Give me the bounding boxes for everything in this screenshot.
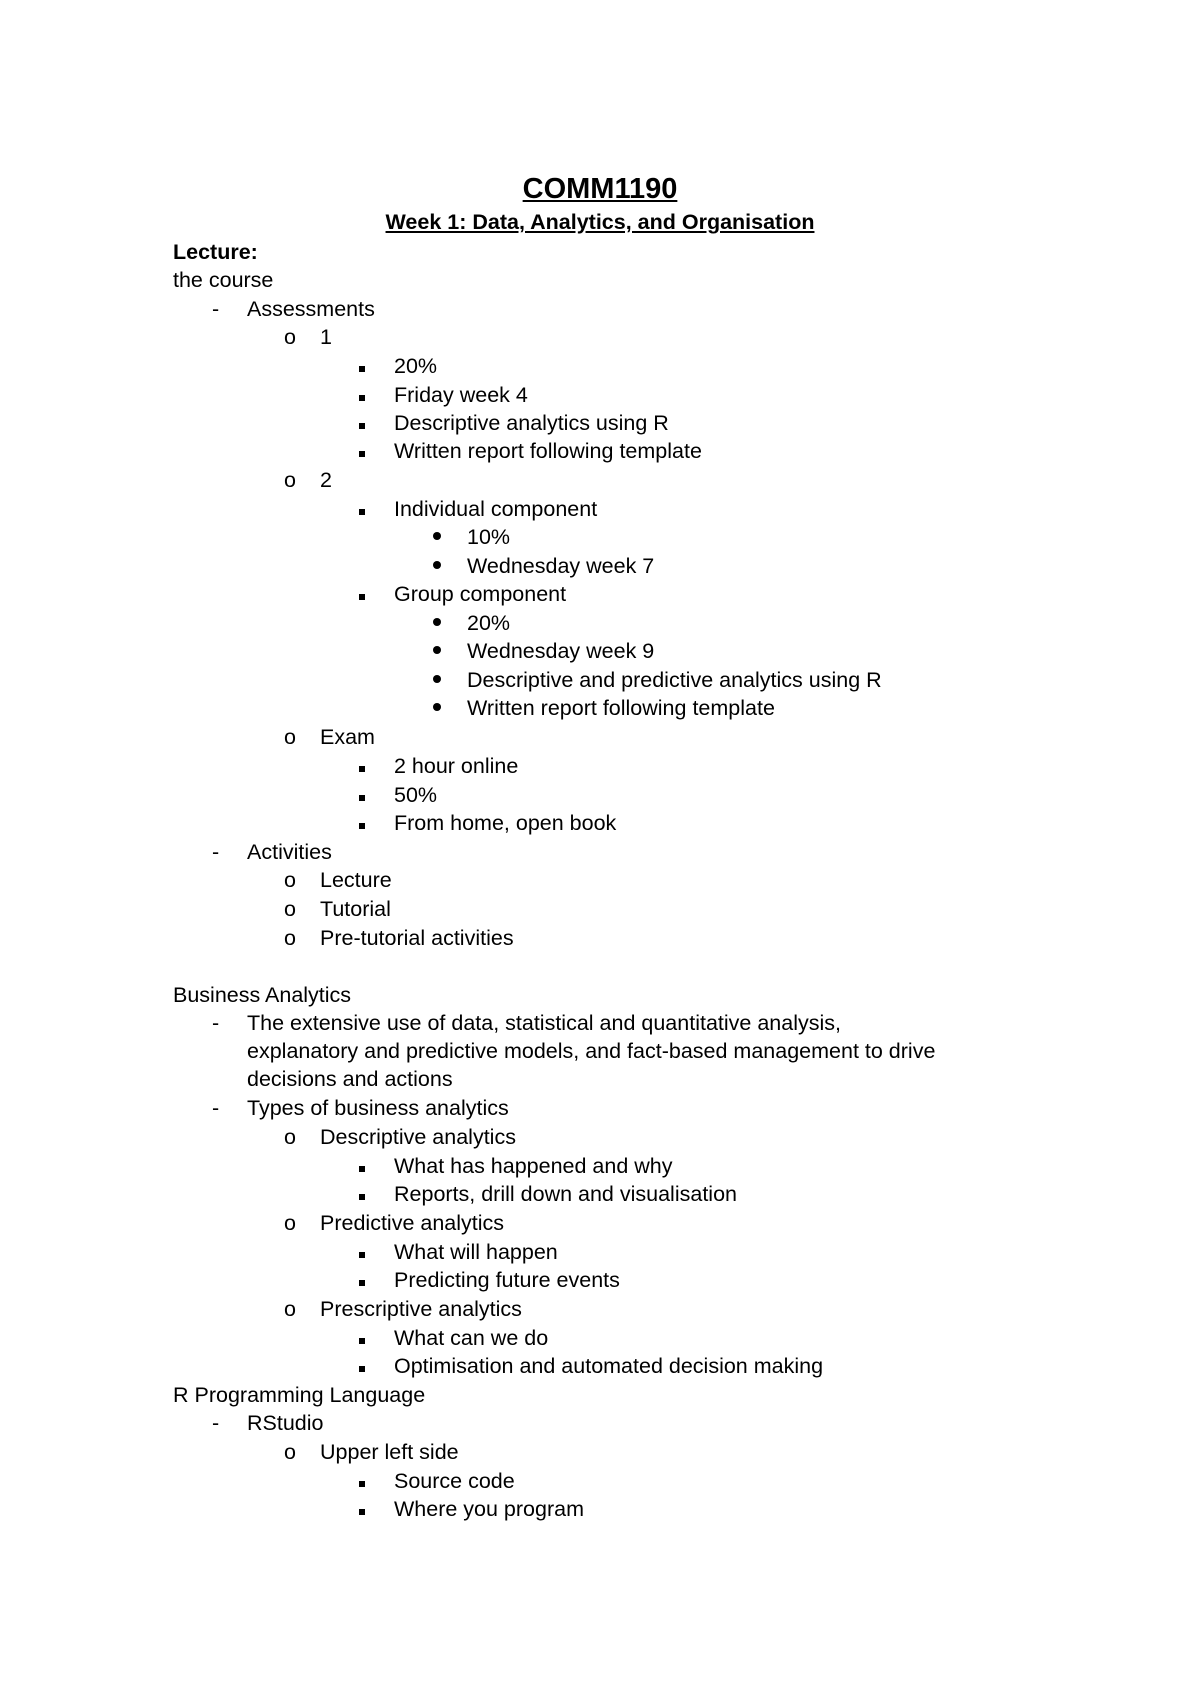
dash-bullet: - (212, 1011, 220, 1035)
dash-bullet: - (212, 1096, 220, 1120)
assessments-label: Assessments (247, 297, 375, 321)
square-bullet (359, 1338, 365, 1344)
r-programming-heading: R Programming Language (173, 1383, 426, 1407)
circle-bullet: o (284, 1297, 296, 1321)
definition-line: decisions and actions (247, 1067, 453, 1091)
circle-bullet: o (284, 725, 296, 749)
round-bullet (433, 561, 441, 569)
definition-line: explanatory and predictive models, and fact-based management to drive (247, 1039, 936, 1063)
square-bullet (359, 1252, 365, 1258)
descriptive-label: Descriptive analytics (320, 1125, 516, 1149)
upper-left-label: Upper left side (320, 1440, 459, 1464)
round-bullet (433, 675, 441, 683)
assessment-1-item: 20% (394, 354, 438, 378)
assessment-2-label: 2 (320, 468, 332, 492)
square-bullet (359, 795, 365, 801)
square-bullet (359, 766, 365, 772)
group-component-item: Descriptive and predictive analytics using R (467, 668, 882, 692)
activity-item: Tutorial (320, 897, 391, 921)
individual-component-item: Wednesday week 7 (467, 554, 655, 578)
square-bullet (359, 366, 365, 372)
circle-bullet: o (284, 897, 296, 921)
circle-bullet: o (284, 1440, 296, 1464)
lecture-heading: Lecture: (173, 240, 258, 264)
round-bullet (433, 618, 441, 626)
square-bullet (359, 1166, 365, 1172)
activities-label: Activities (247, 840, 332, 864)
square-bullet (359, 1509, 365, 1515)
group-component-item: Written report following template (467, 696, 775, 720)
assessment-1-label: 1 (320, 325, 332, 349)
round-bullet (433, 532, 441, 540)
group-component-label: Group component (394, 582, 567, 606)
document-subtitle: Week 1: Data, Analytics, and Organisation (385, 210, 815, 234)
descriptive-item: Reports, drill down and visualisation (394, 1182, 737, 1206)
document-title: COMM1190 (522, 173, 678, 205)
exam-item: 50% (394, 783, 438, 807)
square-bullet (359, 451, 365, 457)
square-bullet (359, 594, 365, 600)
square-bullet (359, 1481, 365, 1487)
types-label: Types of business analytics (247, 1096, 509, 1120)
dash-bullet: - (212, 840, 220, 864)
square-bullet (359, 1194, 365, 1200)
activity-item: Lecture (320, 868, 392, 892)
exam-item: 2 hour online (394, 754, 519, 778)
individual-component-item: 10% (467, 525, 511, 549)
round-bullet (433, 646, 441, 654)
assessment-1-item: Written report following template (394, 439, 702, 463)
predictive-item: What will happen (394, 1240, 558, 1264)
prescriptive-item: What can we do (394, 1326, 549, 1350)
circle-bullet: o (284, 1125, 296, 1149)
business-analytics-heading: Business Analytics (173, 983, 352, 1007)
circle-bullet: o (284, 926, 296, 950)
assessment-1-item: Friday week 4 (394, 383, 528, 407)
dash-bullet: - (212, 1411, 220, 1435)
individual-component-label: Individual component (394, 497, 598, 521)
dash-bullet: - (212, 297, 220, 321)
prescriptive-item: Optimisation and automated decision making (394, 1354, 824, 1378)
prescriptive-label: Prescriptive analytics (320, 1297, 522, 1321)
upper-left-item: Where you program (394, 1497, 584, 1521)
assessment-1-item: Descriptive analytics using R (394, 411, 669, 435)
square-bullet (359, 509, 365, 515)
exam-label: Exam (320, 725, 375, 749)
activity-item: Pre-tutorial activities (320, 926, 514, 950)
square-bullet (359, 1366, 365, 1372)
exam-item: From home, open book (394, 811, 617, 835)
circle-bullet: o (284, 468, 296, 492)
rstudio-label: RStudio (247, 1411, 324, 1435)
circle-bullet: o (284, 325, 296, 349)
upper-left-item: Source code (394, 1469, 515, 1493)
square-bullet (359, 823, 365, 829)
descriptive-item: What has happened and why (394, 1154, 673, 1178)
circle-bullet: o (284, 1211, 296, 1235)
square-bullet (359, 395, 365, 401)
round-bullet (433, 703, 441, 711)
predictive-item: Predicting future events (394, 1268, 620, 1292)
square-bullet (359, 423, 365, 429)
group-component-item: Wednesday week 9 (467, 639, 655, 663)
square-bullet (359, 1280, 365, 1286)
predictive-label: Predictive analytics (320, 1211, 505, 1235)
group-component-item: 20% (467, 611, 511, 635)
circle-bullet: o (284, 868, 296, 892)
definition-line: The extensive use of data, statistical and quantitative analysis, (247, 1011, 841, 1035)
course-heading: the course (173, 268, 274, 292)
